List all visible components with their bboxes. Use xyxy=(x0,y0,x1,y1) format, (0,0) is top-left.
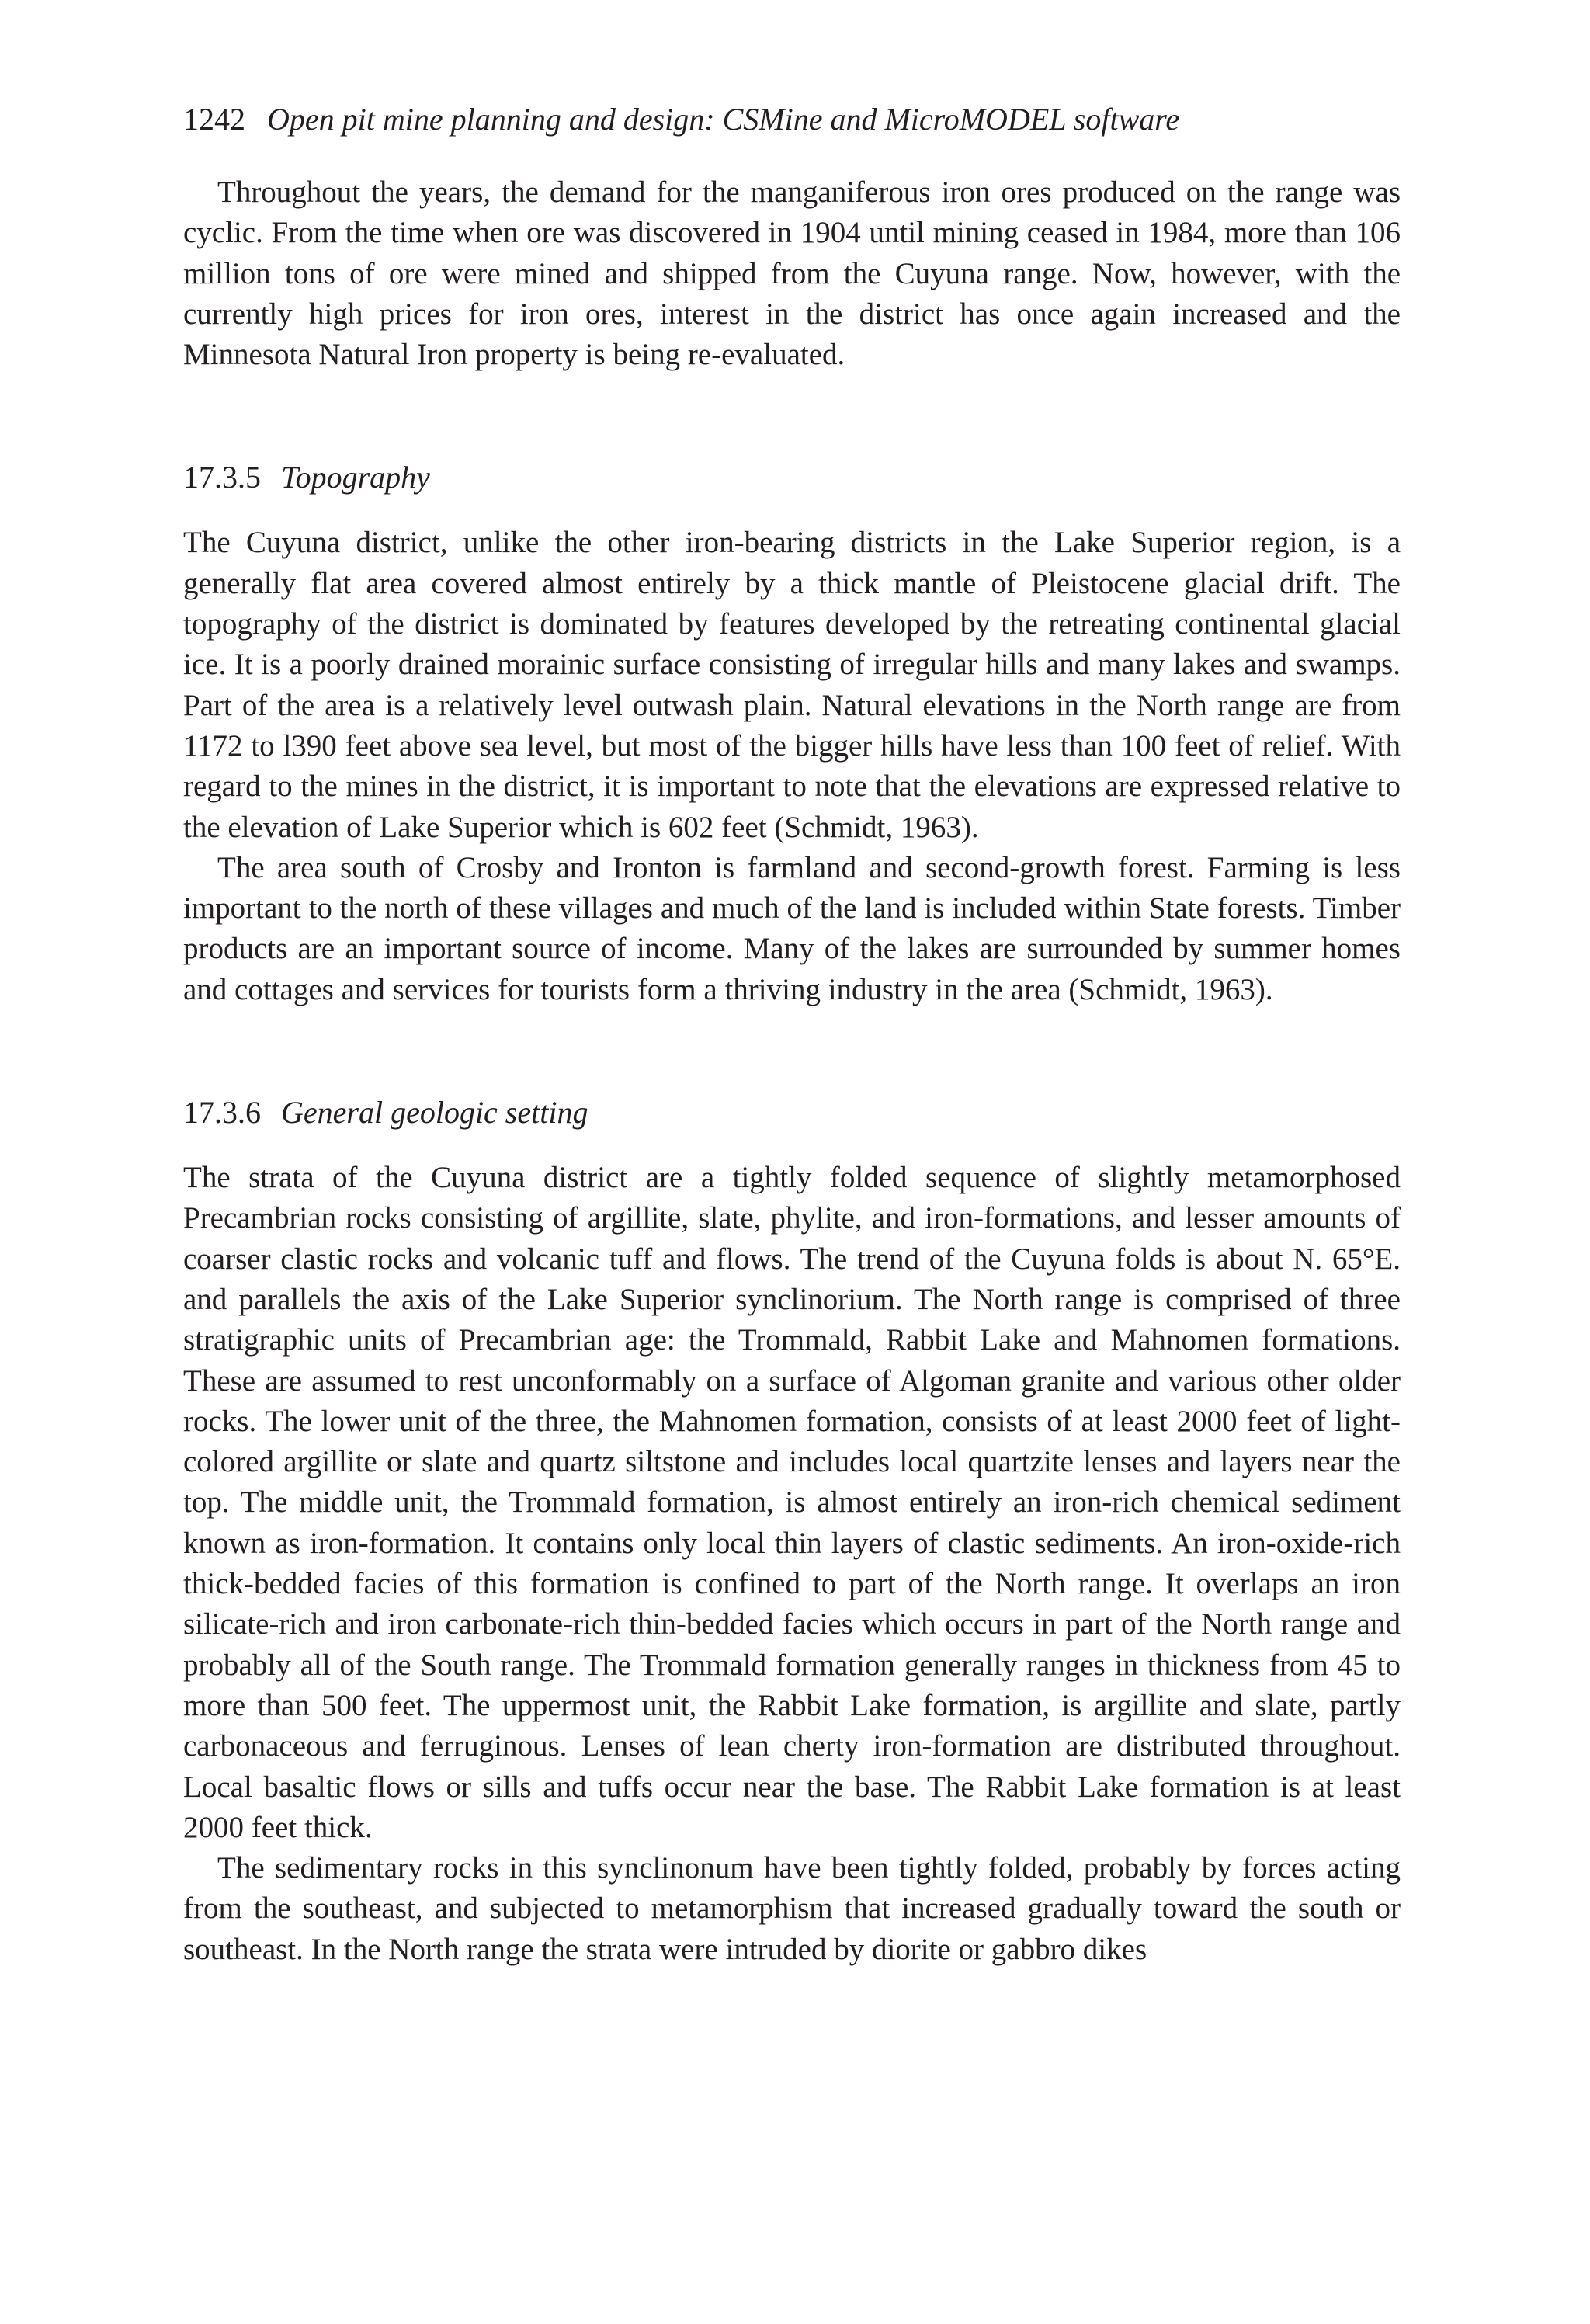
section-number: 17.3.5 xyxy=(183,460,261,495)
topography-paragraph-2: The area south of Crosby and Ironton is farmland and second-growth forest. Farming is less important to the north of these villages and much of the land is included within State forests. Timber products are an important source of income. Many of the lakes are surrounded by summer homes and cottages and services for tourists form a thriving industry in the area (Schmidt, 1963). xyxy=(183,850,1401,1006)
section-title: General geologic setting xyxy=(281,1095,588,1131)
running-title: Open pit mine planning and design: CSMine and MicroMODEL software xyxy=(267,102,1180,137)
running-head xyxy=(183,101,1401,138)
intro-paragraph: Throughout the years, the demand for the manganiferous iron ores produced on the range was cyclic. From the time when ore was discovered in 1904 until mining ceased in 1984, more than 106 million tons of ore were mined and shipped from the Cuyuna range. Now, however, with the currently high prices for iron ores, interest in the district has once again increased and the Minnesota Natural Iron property is being re-evaluated. xyxy=(183,175,1401,372)
section-heading-topography xyxy=(183,457,1401,498)
page-number: 1242 xyxy=(183,102,245,137)
page-content xyxy=(183,101,1401,1970)
topography-paragraph-1: The Cuyuna district, unlike the other iron-bearing districts in the Lake Superior region, is a generally flat area covered almost entirely by a thick mantle of Pleistocene glacial drift. The topography of the district is dominated by features developed by the retreating continental glacial ice. It is a poorly drained morainic surface consisting of irregular hills and many lakes and swamps. Part of the area is a relatively level outwash plain. Natural elevations in the North range are from 1172 to l390 feet above sea level, but most of the bigger hills have less than 100 feet of relief. With regard to the mines in the district, it is important to note that the elevations are expressed relative to the elevation of Lake Superior which is 602 feet (Schmidt, 1963). xyxy=(183,526,1401,844)
section-title: Topography xyxy=(281,460,430,495)
geologic-paragraph-2: The sedimentary rocks in this synclinonum have been tightly folded, probably by forces acting from the southeast, and subjected to metamorphism that increased gradually toward the south or southeast. In the North range the strata were intruded by diorite or gabbro dikes xyxy=(183,1851,1401,1966)
geologic-paragraph-1: The strata of the Cuyuna district are a tightly folded sequence of slightly metamorphosed Precambrian rocks consisting of argillite, slate, phylite, and iron-formations, and lesser amounts of coarser clastic rocks and volcanic tuff and flows. The trend of the Cuyuna folds is about N. 65°E. and parallels the axis of the Lake Superior synclinorium. The North range is comprised of three stratigraphic units of Precambrian age: the Trommald, Rabbit Lake and Mahnomen formations. These are assumed to rest unconformably on a surface of Algoman granite and various other older rocks. The lower unit of the three, the Mahnomen formation, consists of at least 2000 feet of light-colored argillite or slate and quartz siltstone and includes local quartzite lenses and layers near the top. The middle unit, the Trommald formation, is almost entirely an iron-rich chemical sediment known as iron-formation. It contains only local thin layers of clastic sediments. An iron-oxide-rich thick-bedded facies of this formation is confined to part of the North range. It overlaps an iron silicate-rich and iron carbonate-rich thin-bedded facies which occurs in part of the North range and probably all of the South range. The Trommald formation generally ranges in thickness from 45 to more than 500 feet. The uppermost unit, the Rabbit Lake formation, is argillite and slate, partly carbonaceous and ferruginous. Lenses of lean cherty iron-formation are distributed throughout. Local basaltic flows or sills and tuffs occur near the base. The Rabbit Lake formation is at least 2000 feet thick. xyxy=(183,1161,1401,1844)
section-heading-geologic-setting xyxy=(183,1093,1401,1133)
section-number: 17.3.6 xyxy=(183,1095,261,1131)
